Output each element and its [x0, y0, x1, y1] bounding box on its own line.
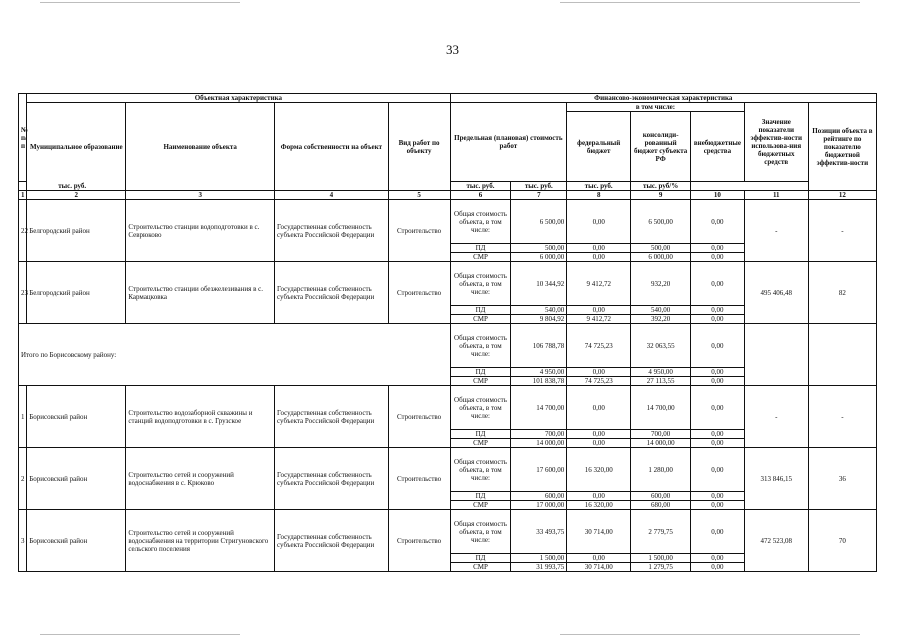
- header-rating: Позиции объекта в рейтинге по показателю бюджетной эффектив-ности: [808, 103, 876, 191]
- total-extra: 0,00: [691, 448, 745, 492]
- smr-cost: 31 993,75: [511, 563, 567, 572]
- pd-label: ПД: [450, 306, 511, 315]
- total-label: Общая стоимость объекта, в том числе:: [450, 200, 511, 244]
- row-object-name: Строительство станции водоподготовки в с. Севрюково: [126, 200, 275, 262]
- row-municipality: Борисовский район: [27, 448, 126, 510]
- pd-federal: 0,00: [567, 244, 631, 253]
- col-number: 8: [567, 191, 631, 200]
- pd-extra: 0,00: [691, 244, 745, 253]
- row-municipality: Белгородский район: [27, 200, 126, 262]
- row-work-type: Строительство: [388, 448, 450, 510]
- unit-federal: тыс. руб.: [450, 182, 511, 191]
- smr-consolidated: 27 113,55: [631, 377, 691, 386]
- row-object-name: Строительство сетей и сооружений водоснабжения в с. Крюково: [126, 448, 275, 510]
- row-efficiency: -: [744, 386, 808, 448]
- smr-cost: 17 000,00: [511, 501, 567, 510]
- pd-federal: 0,00: [567, 306, 631, 315]
- pd-label: ПД: [450, 368, 511, 377]
- page-number: 33: [446, 42, 459, 57]
- row-object-name: Строительство водозаборной скважины и станций водоподготовки в с. Грузское: [126, 386, 275, 448]
- pd-consolidated: 1 500,00: [631, 554, 691, 563]
- header-including: в том числе:: [567, 103, 745, 112]
- smr-cost: 101 838,78: [511, 377, 567, 386]
- pd-consolidated: 540,00: [631, 306, 691, 315]
- col-number: 3: [126, 191, 275, 200]
- row-municipality: Борисовский район: [27, 510, 126, 572]
- pd-consolidated: 600,00: [631, 492, 691, 501]
- total-consolidated: 2 779,75: [631, 510, 691, 554]
- table-row: [19, 448, 877, 492]
- smr-label: СМР: [450, 253, 511, 262]
- total-federal: 0,00: [567, 386, 631, 430]
- total-federal: 74 725,23: [567, 324, 631, 368]
- total-extra: 0,00: [691, 200, 745, 244]
- total-label: Общая стоимость объекта, в том числе:: [450, 510, 511, 554]
- header-no: № п/п: [19, 94, 27, 182]
- col-number: 2: [27, 191, 126, 200]
- pd-extra: 0,00: [691, 430, 745, 439]
- smr-label: СМР: [450, 439, 511, 448]
- pd-label: ПД: [450, 244, 511, 253]
- smr-cost: 14 000,00: [511, 439, 567, 448]
- row-rating: 70: [808, 510, 876, 572]
- row-no: 2: [19, 448, 27, 510]
- smr-cost: 6 000,00: [511, 253, 567, 262]
- smr-consolidated: 392,20: [631, 315, 691, 324]
- pd-cost: 500,00: [511, 244, 567, 253]
- object-table: [18, 93, 877, 572]
- header-object-name: Наименование объекта: [126, 103, 275, 191]
- total-extra: 0,00: [691, 262, 745, 306]
- smr-extra: 0,00: [691, 501, 745, 510]
- row-rating: 36: [808, 448, 876, 510]
- row-ownership: Государственная собственность субъекта Российской Федерации: [275, 262, 389, 324]
- row-ownership: Государственная собственность субъекта Российской Федерации: [275, 448, 389, 510]
- col-number: 12: [808, 191, 876, 200]
- row-no: 1: [19, 386, 27, 448]
- smr-extra: 0,00: [691, 377, 745, 386]
- pd-cost: 700,00: [511, 430, 567, 439]
- pd-consolidated: 700,00: [631, 430, 691, 439]
- top-edge-line: [560, 2, 860, 3]
- total-label: Общая стоимость объекта, в том числе:: [450, 324, 511, 368]
- pd-extra: 0,00: [691, 306, 745, 315]
- pd-cost: 4 950,00: [511, 368, 567, 377]
- row-ownership: Государственная собственность субъекта Российской Федерации: [275, 386, 389, 448]
- row-no: 23: [19, 262, 27, 324]
- smr-extra: 0,00: [691, 253, 745, 262]
- pd-consolidated: 4 950,00: [631, 368, 691, 377]
- row-efficiency: 495 406,48: [744, 262, 808, 324]
- total-consolidated: 14 700,00: [631, 386, 691, 430]
- smr-label: СМР: [450, 315, 511, 324]
- pd-extra: 0,00: [691, 492, 745, 501]
- col-number: 4: [275, 191, 389, 200]
- col-number: 10: [691, 191, 745, 200]
- row-rating: 82: [808, 262, 876, 324]
- smr-extra: 0,00: [691, 439, 745, 448]
- row-efficiency: -: [744, 200, 808, 262]
- pd-consolidated: 500,00: [631, 244, 691, 253]
- row-work-type: Строительство: [388, 200, 450, 262]
- unit-efficiency: тыс. руб/%: [631, 182, 691, 191]
- pd-cost: 1 500,00: [511, 554, 567, 563]
- col-number: 1: [19, 191, 27, 200]
- row-no: 3: [19, 510, 27, 572]
- total-cost: 6 500,00: [511, 200, 567, 244]
- total-federal: 0,00: [567, 200, 631, 244]
- unit-cost: тыс. руб.: [19, 182, 126, 191]
- total-extra: 0,00: [691, 510, 745, 554]
- total-cost: 10 344,92: [511, 262, 567, 306]
- pd-label: ПД: [450, 430, 511, 439]
- total-label: Общая стоимость объекта, в том числе:: [450, 386, 511, 430]
- smr-consolidated: 1 279,75: [631, 563, 691, 572]
- pd-label: ПД: [450, 554, 511, 563]
- bottom-edge-line: [560, 634, 860, 635]
- smr-cost: 9 804,92: [511, 315, 567, 324]
- smr-consolidated: 6 000,00: [631, 253, 691, 262]
- header-efficiency: Значение показатели эффектив-ности использова-ния бюджетных средств: [744, 103, 808, 182]
- pd-federal: 0,00: [567, 430, 631, 439]
- total-consolidated: 6 500,00: [631, 200, 691, 244]
- total-cost: 33 493,75: [511, 510, 567, 554]
- header-group-finance: Финансово-экономическая характеристика: [450, 94, 876, 103]
- total-federal: 30 714,00: [567, 510, 631, 554]
- smr-federal: 16 320,00: [567, 501, 631, 510]
- row-municipality: Борисовский район: [27, 386, 126, 448]
- pd-label: ПД: [450, 492, 511, 501]
- row-rating: -: [808, 200, 876, 262]
- row-object-name: Строительство сетей и сооружений водоснабжения на территории Стригуновского сельского поселения: [126, 510, 275, 572]
- header-ownership: Форма собственности на объект: [275, 103, 389, 191]
- row-efficiency: 472 523,08: [744, 510, 808, 572]
- subtotal-label: Итого по Борисовскому району:: [19, 324, 451, 386]
- pd-cost: 540,00: [511, 306, 567, 315]
- subtotal-efficiency: [744, 324, 808, 386]
- row-municipality: Белгородский район: [27, 262, 126, 324]
- total-cost: 14 700,00: [511, 386, 567, 430]
- smr-extra: 0,00: [691, 315, 745, 324]
- row-work-type: Строительство: [388, 262, 450, 324]
- total-label: Общая стоимость объекта, в том числе:: [450, 448, 511, 492]
- smr-label: СМР: [450, 501, 511, 510]
- subtotal-row: [19, 324, 877, 368]
- bottom-edge-line: [40, 634, 240, 635]
- total-consolidated: 1 280,00: [631, 448, 691, 492]
- table-row: [19, 262, 877, 306]
- total-consolidated: 932,20: [631, 262, 691, 306]
- row-ownership: Государственная собственность субъекта Российской Федерации: [275, 510, 389, 572]
- smr-federal: 74 725,23: [567, 377, 631, 386]
- table-row: [19, 510, 877, 554]
- smr-federal: 0,00: [567, 253, 631, 262]
- table-row: [19, 200, 877, 244]
- top-edge-line: [40, 2, 240, 3]
- smr-federal: 30 714,00: [567, 563, 631, 572]
- row-efficiency: 313 846,15: [744, 448, 808, 510]
- pd-federal: 0,00: [567, 554, 631, 563]
- unit-consolidated: тыс. руб.: [511, 182, 567, 191]
- total-extra: 0,00: [691, 324, 745, 368]
- smr-label: СМР: [450, 563, 511, 572]
- smr-federal: 9 412,72: [567, 315, 631, 324]
- smr-federal: 0,00: [567, 439, 631, 448]
- col-number: 6: [450, 191, 511, 200]
- col-number: 7: [511, 191, 567, 200]
- total-cost: 17 600,00: [511, 448, 567, 492]
- pd-federal: 0,00: [567, 492, 631, 501]
- pd-extra: 0,00: [691, 554, 745, 563]
- header-extra: внебюджетные средства: [691, 112, 745, 182]
- unit-extra: тыс. руб.: [567, 182, 631, 191]
- col-number: 9: [631, 191, 691, 200]
- header-group-object: Объектная характеристика: [27, 94, 450, 103]
- row-work-type: Строительство: [388, 386, 450, 448]
- total-federal: 9 412,72: [567, 262, 631, 306]
- pd-extra: 0,00: [691, 368, 745, 377]
- row-no: 22: [19, 200, 27, 262]
- pd-cost: 600,00: [511, 492, 567, 501]
- header-consolidated: консолиди-рованный бюджет субъекта РФ: [631, 112, 691, 182]
- total-extra: 0,00: [691, 386, 745, 430]
- smr-extra: 0,00: [691, 563, 745, 572]
- header-federal: федеральный бюджет: [567, 112, 631, 182]
- total-label: Общая стоимость объекта, в том числе:: [450, 262, 511, 306]
- row-work-type: Строительство: [388, 510, 450, 572]
- total-consolidated: 32 063,55: [631, 324, 691, 368]
- pd-federal: 0,00: [567, 368, 631, 377]
- header-work-type: Вид работ по объекту: [388, 103, 450, 191]
- subtotal-rating: [808, 324, 876, 386]
- row-rating: -: [808, 386, 876, 448]
- total-federal: 16 320,00: [567, 448, 631, 492]
- header-cost: Предельная (плановая) стоимость работ: [450, 103, 567, 182]
- col-number: 5: [388, 191, 450, 200]
- col-number: 11: [744, 191, 808, 200]
- smr-label: СМР: [450, 377, 511, 386]
- header-municipality: Муниципальное образование: [27, 103, 126, 191]
- table-row: [19, 386, 877, 430]
- smr-consolidated: 14 000,00: [631, 439, 691, 448]
- total-cost: 106 788,78: [511, 324, 567, 368]
- row-ownership: Государственная собственность субъекта Российской Федерации: [275, 200, 389, 262]
- smr-consolidated: 680,00: [631, 501, 691, 510]
- row-object-name: Строительство станции обезжелезивания в с. Кармацковка: [126, 262, 275, 324]
